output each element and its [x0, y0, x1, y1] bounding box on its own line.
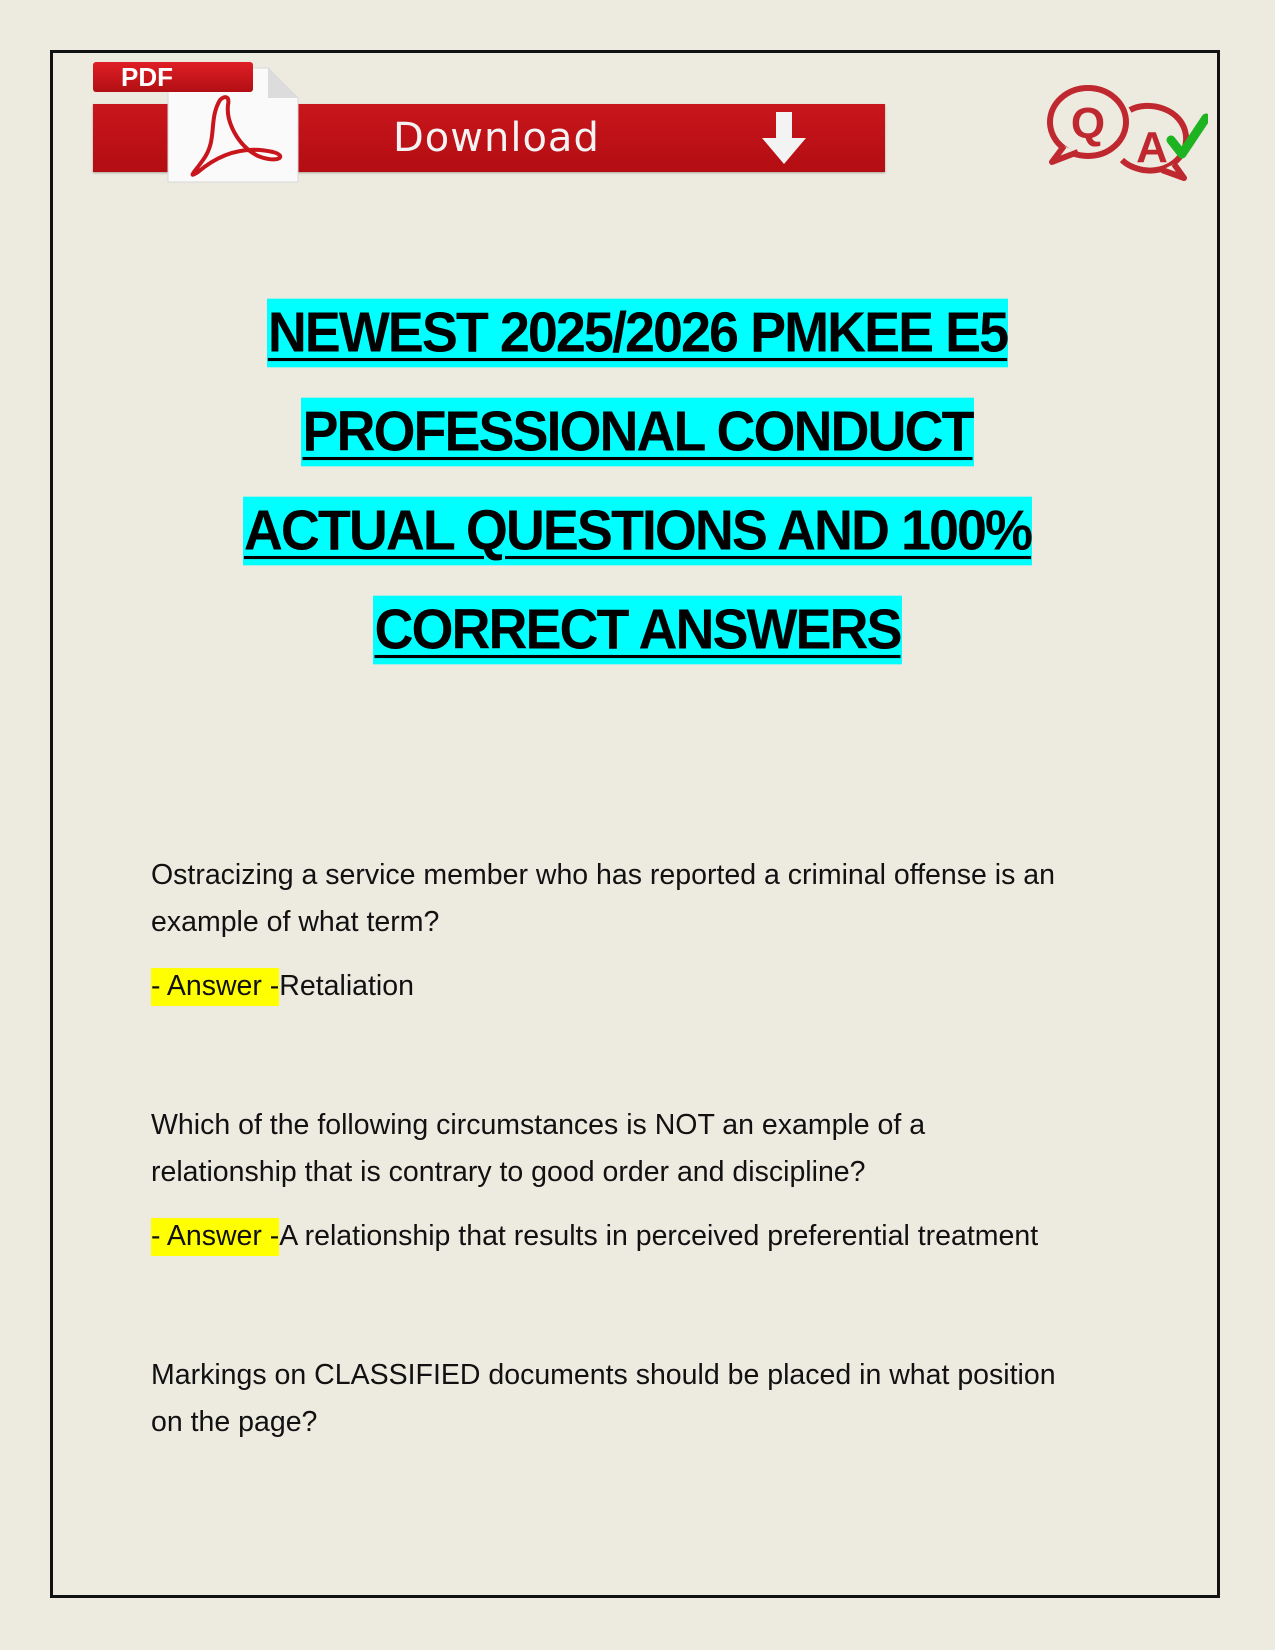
- answer-value: A relationship that results in perceived preferential treatment: [279, 1220, 1039, 1252]
- pdf-tab-label: PDF: [93, 62, 253, 92]
- document-title: [60, 300, 1215, 696]
- svg-text:A: A: [1136, 123, 1168, 172]
- qa-item: [151, 852, 1131, 1006]
- answer-value: Retaliation: [279, 970, 414, 1002]
- answer-text: [151, 1216, 1131, 1256]
- answer-prefix-highlight: - Answer -: [151, 1218, 279, 1256]
- pdf-download-banner[interactable]: [93, 60, 885, 185]
- qa-check-icon: [1038, 78, 1208, 182]
- download-arrow-icon: [758, 112, 810, 166]
- answer-text: [151, 966, 1131, 1006]
- title-line-2: PROFESSIONAL CONDUCT: [301, 398, 973, 467]
- question-text: Which of the following circumstances is NOT an example of a relationship that is contrary to good order and discipline?: [151, 1109, 926, 1188]
- answer-prefix-highlight: - Answer -: [151, 968, 279, 1006]
- title-line-3: ACTUAL QUESTIONS AND 100%: [243, 497, 1032, 566]
- svg-text:Q: Q: [1070, 99, 1106, 148]
- question-text: Markings on CLASSIFIED documents should be placed in what position on the page?: [151, 1359, 1056, 1438]
- question-text: Ostracizing a service member who has reported a criminal offense is an example of what term?: [151, 859, 1055, 938]
- title-line-1: NEWEST 2025/2026 PMKEE E5: [267, 299, 1008, 368]
- download-label: Download: [393, 115, 600, 161]
- qa-item: [151, 1352, 1131, 1446]
- qa-item: [151, 1102, 1131, 1256]
- title-line-4: CORRECT ANSWERS: [373, 596, 901, 665]
